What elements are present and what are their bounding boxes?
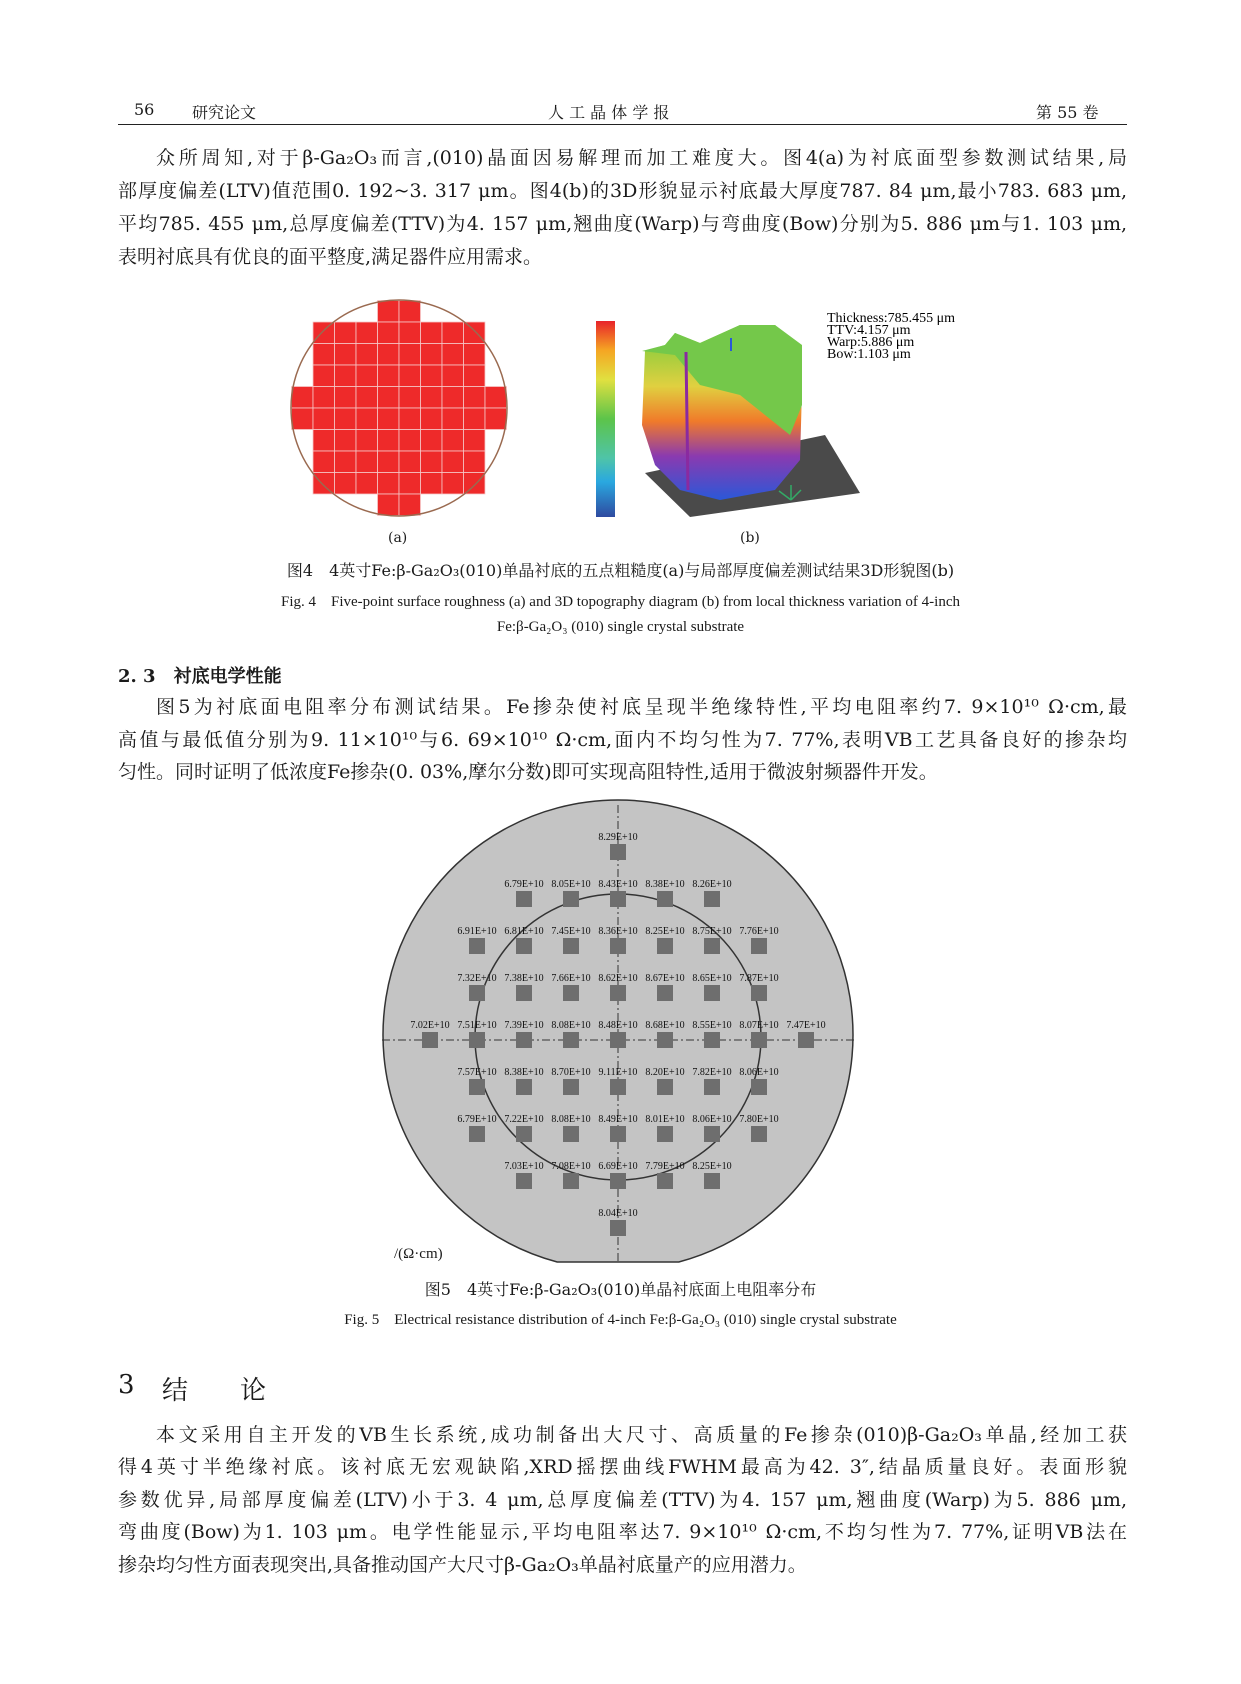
section-3-number: 3: [118, 1370, 135, 1400]
roughness-cell: [442, 365, 464, 387]
resistivity-value: 8.36E+10: [598, 926, 638, 937]
roughness-cell: [421, 365, 443, 387]
roughness-cell: [356, 344, 378, 366]
measurement-site: [610, 1173, 626, 1189]
roughness-cell: [464, 408, 486, 430]
roughness-cell: [356, 365, 378, 387]
measurement-site: [657, 985, 673, 1001]
measurement-site: [563, 985, 579, 1001]
resistivity-value: 7.87E+10: [739, 973, 779, 984]
roughness-cell: [421, 430, 443, 452]
resistivity-value: 7.22E+10: [504, 1114, 544, 1125]
resistivity-value: 8.08E+10: [551, 1020, 591, 1031]
roughness-cell: [464, 430, 486, 452]
measurement-site: [610, 891, 626, 907]
roughness-cell: [335, 365, 357, 387]
roughness-cell: [442, 387, 464, 409]
resistivity-value: 7.82E+10: [692, 1067, 732, 1078]
measurement-site: [563, 1173, 579, 1189]
ttv-label: TTV:4.157 μm: [827, 323, 911, 338]
roughness-cell: [356, 387, 378, 409]
resistivity-value: 8.67E+10: [645, 973, 685, 984]
page-number: 56: [134, 100, 155, 119]
roughness-cell: [399, 365, 421, 387]
measurement-site: [657, 1126, 673, 1142]
measurement-site: [704, 985, 720, 1001]
roughness-cell: [356, 408, 378, 430]
resistivity-value: 6.79E+10: [457, 1114, 497, 1125]
roughness-cell: [313, 365, 335, 387]
roughness-cell: [399, 301, 421, 323]
resistivity-value: 7.45E+10: [551, 926, 591, 937]
roughness-cell: [378, 301, 400, 323]
resistivity-value: 8.29E+10: [598, 832, 638, 843]
measurement-site: [610, 1079, 626, 1095]
roughness-cell: [378, 494, 400, 516]
journal-title: 人 工 晶 体 学 报: [548, 103, 670, 122]
article-category: 研究论文: [192, 103, 257, 122]
roughness-cell: [464, 451, 486, 473]
thickness-label: Thickness:785.455 μm: [827, 311, 956, 326]
resistivity-value: 8.68E+10: [645, 1020, 685, 1031]
measurement-site: [657, 1079, 673, 1095]
figure-4-caption-en: Fig. 4 Five-point surface roughness (a) and 3D topography diagram (b) from local thickness variation of 4-inch: [281, 594, 960, 610]
roughness-cell: [292, 387, 314, 409]
paragraph-line: 众所周知,对于β-Ga₂O₃而言,(010)晶面因易解理而加工难度大。图4(a)为衬底面型参数测试结果,局: [156, 147, 1127, 169]
measurement-site: [516, 1173, 532, 1189]
roughness-cell: [399, 387, 421, 409]
measurement-site: [469, 1079, 485, 1095]
measurement-site: [704, 1173, 720, 1189]
resistivity-value: 7.80E+10: [739, 1114, 779, 1125]
measurement-site: [704, 891, 720, 907]
roughness-cell: [399, 451, 421, 473]
measurement-site: [704, 938, 720, 954]
roughness-cell: [442, 322, 464, 344]
roughness-cell: [421, 344, 443, 366]
roughness-cell: [356, 451, 378, 473]
resistivity-value: 8.25E+10: [645, 926, 685, 937]
roughness-cell: [399, 408, 421, 430]
roughness-cell: [335, 322, 357, 344]
resistivity-value: 7.76E+10: [739, 926, 779, 937]
measurement-site: [563, 891, 579, 907]
roughness-cell: [399, 494, 421, 516]
roughness-cell: [464, 365, 486, 387]
roughness-cell: [356, 430, 378, 452]
figure-4-caption-en-2: Fe:β-Ga₂O₃ (010) single crystal substrate: [496, 619, 745, 635]
measurement-site: [657, 1032, 673, 1048]
section-3-title: 结 论: [162, 1376, 267, 1406]
resistivity-value: 8.75E+10: [692, 926, 732, 937]
resistivity-value: 7.57E+10: [457, 1067, 497, 1078]
measurement-site: [610, 844, 626, 860]
paragraph-line: 弯曲度(Bow)为1. 103 μm。电学性能显示,平均电阻率达7. 9×10¹⁰ Ω·cm,不均匀性为7. 77%,证明VB法在: [118, 1521, 1127, 1543]
measurement-site: [751, 985, 767, 1001]
paragraph-line: 得4英寸半绝缘衬底。该衬底无宏观缺陷,XRD摇摆曲线FWHM最高为42. 3″,结晶质量良好。表面形貌: [118, 1456, 1127, 1478]
roughness-cell: [399, 322, 421, 344]
paragraph-line: 本文采用自主开发的VB生长系统,成功制备出大尺寸、高质量的Fe掺杂(010)β-Ga₂O₃单晶,经加工获: [156, 1424, 1127, 1446]
resistivity-value: 8.38E+10: [504, 1067, 544, 1078]
resistivity-value: 7.51E+10: [457, 1020, 497, 1031]
measurement-site: [469, 985, 485, 1001]
paragraph-line: 参数优异,局部厚度偏差(LTV)小于3. 4 μm,总厚度偏差(TTV)为4. 157 μm,翘曲度(Warp)为5. 886 μm,: [118, 1489, 1127, 1511]
roughness-cell: [378, 430, 400, 452]
section-heading: 2. 3 衬底电学性能: [118, 666, 282, 687]
roughness-cell: [399, 430, 421, 452]
measurement-site: [516, 1126, 532, 1142]
roughness-cell: [313, 430, 335, 452]
measurement-site: [516, 891, 532, 907]
figure-4-caption-cn: 图4 4英寸Fe:β-Ga₂O₃(010)单晶衬底的五点粗糙度(a)与局部厚度偏差测试结果3D形貌图(b): [286, 561, 955, 580]
resistivity-value: 6.79E+10: [504, 879, 544, 890]
resistivity-value: 8.48E+10: [598, 1020, 638, 1031]
subfigure-label-a: (a): [388, 530, 408, 546]
roughness-cell: [464, 344, 486, 366]
roughness-cell: [442, 473, 464, 495]
paragraph-line: 表明衬底具有优良的面平整度,满足器件应用需求。: [118, 246, 543, 268]
resistivity-value: 9.11E+10: [598, 1067, 638, 1078]
roughness-cell: [335, 473, 357, 495]
roughness-cell: [335, 387, 357, 409]
roughness-cell: [292, 408, 314, 430]
resistivity-value: 8.55E+10: [692, 1020, 732, 1031]
paragraph-line: 平均785. 455 μm,总厚度偏差(TTV)为4. 157 μm,翘曲度(Warp)与弯曲度(Bow)分别为5. 886 μm与1. 103 μm,: [118, 213, 1127, 235]
roughness-cell: [378, 387, 400, 409]
paragraph-line: 掺杂均匀性方面表现突出,具备推动国产大尺寸β-Ga₂O₃单晶衬底量产的应用潜力。: [118, 1554, 807, 1576]
measurement-site: [610, 1032, 626, 1048]
resistivity-value: 8.05E+10: [551, 879, 591, 890]
measurement-site: [469, 1032, 485, 1048]
roughness-cell: [313, 473, 335, 495]
roughness-cell: [313, 322, 335, 344]
resistivity-value: 8.43E+10: [598, 879, 638, 890]
roughness-cell: [421, 322, 443, 344]
measurement-site: [563, 938, 579, 954]
roughness-cell: [335, 451, 357, 473]
measurement-site: [422, 1032, 438, 1048]
measurement-site: [751, 1032, 767, 1048]
figure-5-resistivity-map: [370, 795, 870, 1275]
roughness-cell: [313, 451, 335, 473]
roughness-cell: [378, 408, 400, 430]
measurement-site: [610, 938, 626, 954]
resistivity-value: 8.07E+10: [739, 1020, 779, 1031]
measurement-site: [563, 1126, 579, 1142]
measurement-site: [563, 1079, 579, 1095]
roughness-cell: [313, 344, 335, 366]
paragraph-line: 图5为衬底面电阻率分布测试结果。Fe掺杂使衬底呈现半绝缘特性,平均电阻率约7. 9×10¹⁰ Ω·cm,最: [156, 696, 1127, 718]
resistivity-value: 7.79E+10: [645, 1161, 685, 1172]
resistivity-value: 8.20E+10: [645, 1067, 685, 1078]
roughness-cell: [378, 365, 400, 387]
resistivity-value: 8.49E+10: [598, 1114, 638, 1125]
measurement-site: [610, 985, 626, 1001]
resistivity-value: 7.38E+10: [504, 973, 544, 984]
roughness-cell: [442, 451, 464, 473]
bow-label: Bow:1.103 μm: [827, 347, 911, 362]
measurement-site: [469, 1126, 485, 1142]
roughness-cell: [399, 344, 421, 366]
measurement-site: [751, 938, 767, 954]
roughness-cell: [485, 408, 507, 430]
resistivity-value: 8.06E+10: [739, 1067, 779, 1078]
unit-label: /(Ω·cm): [394, 1246, 443, 1262]
measurement-site: [563, 1032, 579, 1048]
resistivity-value: 7.32E+10: [457, 973, 497, 984]
roughness-cell: [313, 408, 335, 430]
header-rule: [118, 124, 1127, 125]
measurement-site: [751, 1079, 767, 1095]
roughness-cell: [356, 473, 378, 495]
measurement-site: [469, 938, 485, 954]
resistivity-value: 7.02E+10: [410, 1020, 450, 1031]
roughness-cell: [464, 473, 486, 495]
roughness-cell: [464, 387, 486, 409]
measurement-site: [516, 985, 532, 1001]
resistivity-value: 8.08E+10: [551, 1114, 591, 1125]
resistivity-value: 8.38E+10: [645, 879, 685, 890]
resistivity-value: 7.47E+10: [786, 1020, 826, 1031]
resistivity-value: 6.91E+10: [457, 926, 497, 937]
measurement-site: [610, 1126, 626, 1142]
resistivity-value: 8.04E+10: [598, 1208, 638, 1219]
paragraph-line: 部厚度偏差(LTV)值范围0. 192~3. 317 μm。图4(b)的3D形貌显示衬底最大厚度787. 84 μm,最小783. 683 μm,: [118, 180, 1127, 202]
roughness-cell: [335, 430, 357, 452]
roughness-cell: [313, 387, 335, 409]
paragraph-line: 匀性。同时证明了低浓度Fe掺杂(0. 03%,摩尔分数)即可实现高阻特性,适用于微波射频器件开发。: [118, 761, 938, 783]
roughness-cell: [378, 322, 400, 344]
paragraph-line: 高值与最低值分别为9. 11×10¹⁰与6. 69×10¹⁰ Ω·cm,面内不均匀性为7. 77%,表明VB工艺具备良好的掺杂均: [118, 729, 1127, 751]
volume-label: 第 55 卷: [1036, 103, 1099, 122]
roughness-cell: [442, 430, 464, 452]
resistivity-value: 7.08E+10: [551, 1161, 591, 1172]
measurement-site: [657, 891, 673, 907]
warp-label: Warp:5.886 μm: [827, 335, 915, 350]
measurement-site: [516, 1079, 532, 1095]
roughness-cell: [485, 387, 507, 409]
measurement-site: [657, 1173, 673, 1189]
roughness-cell: [378, 473, 400, 495]
resistivity-value: 6.69E+10: [598, 1161, 638, 1172]
roughness-cell: [421, 387, 443, 409]
measurement-site: [798, 1032, 814, 1048]
measurement-site: [516, 938, 532, 954]
measurement-site: [751, 1126, 767, 1142]
resistivity-value: 7.66E+10: [551, 973, 591, 984]
roughness-cell: [378, 451, 400, 473]
resistivity-value: 8.25E+10: [692, 1161, 732, 1172]
subfigure-label-b: (b): [740, 530, 760, 546]
figure-5-caption-en: Fig. 5 Electrical resistance distribution of 4-inch Fe:β-Ga₂O₃ (010) single crystal substrate: [344, 1312, 897, 1328]
resistivity-value: 8.70E+10: [551, 1067, 591, 1078]
resistivity-value: 6.81E+10: [504, 926, 544, 937]
color-scale-bar: [596, 321, 615, 517]
resistivity-value: 8.26E+10: [692, 879, 732, 890]
measurement-site: [704, 1126, 720, 1142]
roughness-wafer-map: [291, 300, 507, 516]
resistivity-value: 7.39E+10: [504, 1020, 544, 1031]
roughness-cell: [421, 473, 443, 495]
roughness-cell: [356, 322, 378, 344]
roughness-cell: [335, 344, 357, 366]
measurement-site: [516, 1032, 532, 1048]
resistivity-value: 8.65E+10: [692, 973, 732, 984]
resistivity-value: 8.01E+10: [645, 1114, 685, 1125]
measurement-site: [657, 938, 673, 954]
measurement-site: [704, 1032, 720, 1048]
roughness-cell: [464, 322, 486, 344]
roughness-cell: [442, 408, 464, 430]
roughness-cell: [421, 408, 443, 430]
roughness-cell: [378, 344, 400, 366]
roughness-cell: [335, 408, 357, 430]
figure-4: [270, 285, 1020, 530]
figure-5-caption-cn: 图5 4英寸Fe:β-Ga₂O₃(010)单晶衬底面上电阻率分布: [424, 1280, 817, 1299]
resistivity-value: 8.06E+10: [692, 1114, 732, 1125]
resistivity-value: 8.62E+10: [598, 973, 638, 984]
roughness-cell: [421, 451, 443, 473]
measurement-site: [704, 1079, 720, 1095]
roughness-cell: [442, 344, 464, 366]
roughness-cell: [399, 473, 421, 495]
measurement-site: [610, 1220, 626, 1236]
resistivity-value: 7.03E+10: [504, 1161, 544, 1172]
